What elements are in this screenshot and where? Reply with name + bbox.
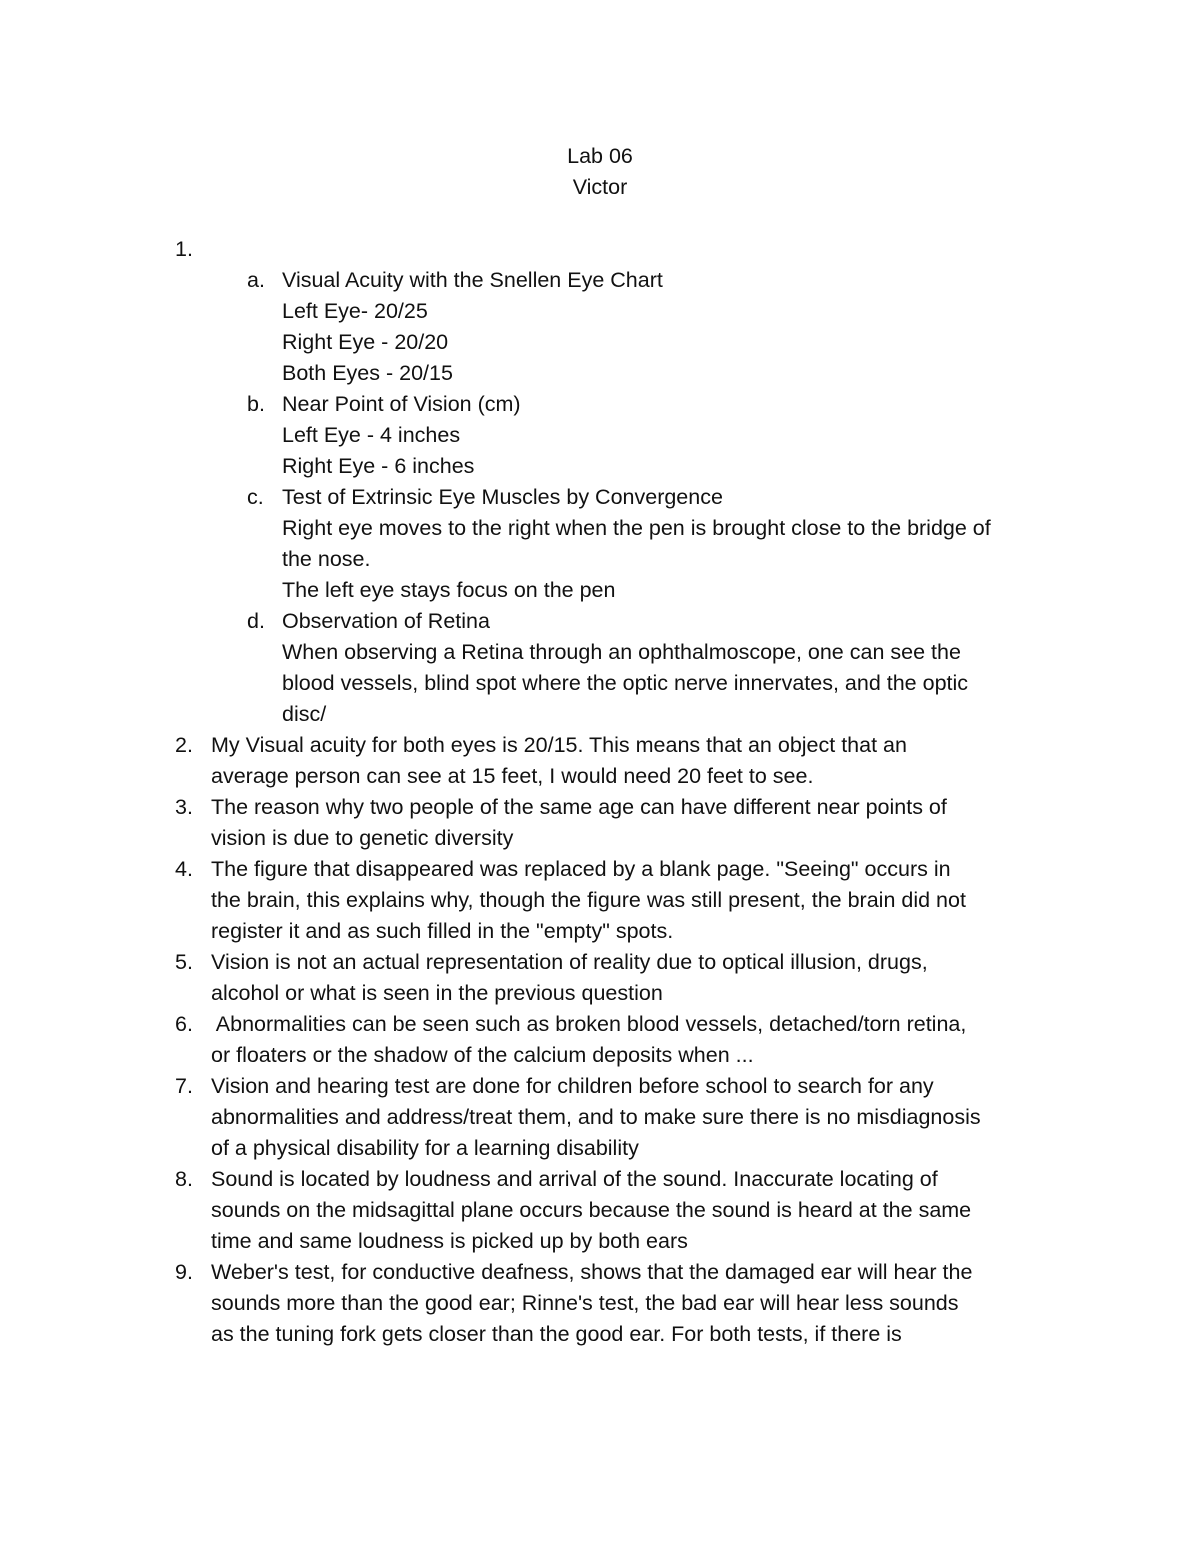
item-line: Sound is located by loudness and arrival of the sound. Inaccurate locating of [211, 1167, 938, 1191]
sub-item-letter: d. [247, 609, 265, 633]
list-item-8 [0, 1164, 1071, 1257]
item-text-empty [211, 234, 1071, 265]
item-number: 4. [175, 857, 193, 881]
sub-item-line: the nose. [282, 547, 371, 571]
item-line: alcohol or what is seen in the previous question [211, 981, 663, 1005]
item-line: My Visual acuity for both eyes is 20/15. This means that an object that an [211, 733, 907, 757]
item-line: of a physical disability for a learning disability [211, 1136, 639, 1160]
item-number: 5. [175, 950, 193, 974]
sub-item-letter: b. [247, 392, 265, 416]
item-line: The reason why two people of the same age can have different near points of [211, 795, 947, 819]
sub-item-c [0, 482, 1072, 606]
sub-item-line: Test of Extrinsic Eye Muscles by Convergence [282, 485, 723, 509]
sub-item-letter: a. [247, 268, 265, 292]
sub-item-line: Right Eye - 20/20 [282, 330, 449, 354]
sub-item-d [0, 606, 1072, 730]
document-author: Victor [572, 175, 628, 199]
item-line: abnormalities and address/treat them, and to make sure there is no misdiagnosis [211, 1105, 981, 1129]
item-line: Abnormalities can be seen such as broken blood vessels, detached/torn retina, [211, 1012, 967, 1036]
sub-item-line: disc/ [282, 702, 327, 726]
sub-item-line: When observing a Retina through an ophthalmoscope, one can see the [282, 640, 961, 664]
numbered-items [0, 730, 1200, 1350]
item-number: 9. [175, 1260, 193, 1284]
sub-item-b [0, 389, 1072, 482]
sub-item-line: Left Eye- 20/25 [282, 299, 428, 323]
item-line: Weber's test, for conductive deafness, shows that the damaged ear will hear the [211, 1260, 973, 1284]
item-line: time and same loudness is picked up by both ears [211, 1229, 688, 1253]
item-line: sounds more than the good ear; Rinne's test, the bad ear will hear less sounds [211, 1291, 959, 1315]
list-item-1 [0, 234, 1071, 265]
list-item-3 [0, 792, 1071, 854]
list-item-6 [0, 1009, 1071, 1071]
item-number: 8. [175, 1167, 193, 1191]
list-item-5 [0, 947, 1071, 1009]
item-line: register it and as such filled in the "empty" spots. [211, 919, 674, 943]
list-item-2 [0, 730, 1071, 792]
sub-item-letter: c. [247, 485, 264, 509]
item-number: 3. [175, 795, 193, 819]
item-number: 7. [175, 1074, 193, 1098]
item-line: average person can see at 15 feet, I would need 20 feet to see. [211, 764, 814, 788]
item-number: 6. [175, 1012, 193, 1036]
sub-item-line: Both Eyes - 20/15 [282, 361, 453, 385]
item-line: Vision and hearing test are done for children before school to search for any [211, 1074, 934, 1098]
item-number: 1. [175, 237, 193, 261]
sub-item-list [0, 265, 1200, 730]
list-item-9 [0, 1257, 1071, 1350]
item-line: sounds on the midsagittal plane occurs because the sound is heard at the same [211, 1198, 972, 1222]
document-title: Lab 06 [567, 144, 633, 168]
sub-item-line: Near Point of Vision (cm) [282, 392, 521, 416]
sub-item-line: The left eye stays focus on the pen [282, 578, 616, 602]
item-line: vision is due to genetic diversity [211, 826, 514, 850]
sub-item-line: Visual Acuity with the Snellen Eye Chart [282, 268, 663, 292]
item-line: The figure that disappeared was replaced by a blank page. "Seeing" occurs in [211, 857, 951, 881]
item-number: 2. [175, 733, 193, 757]
sub-item-line: Right eye moves to the right when the pen is brought close to the bridge of [282, 516, 991, 540]
sub-item-a [0, 265, 1072, 389]
sub-item-line: Observation of Retina [282, 609, 490, 633]
sub-item-line: Left Eye - 4 inches [282, 423, 461, 447]
sub-item-line: blood vessels, blind spot where the optic nerve innervates, and the optic [282, 671, 969, 695]
item-line: the brain, this explains why, though the figure was still present, the brain did not [211, 888, 966, 912]
item-line: as the tuning fork gets closer than the good ear. For both tests, if there is [211, 1322, 902, 1346]
item-line: Vision is not an actual representation of reality due to optical illusion, drugs, [211, 950, 928, 974]
answer-list [0, 234, 1200, 1350]
item-line: or floaters or the shadow of the calcium deposits when ... [211, 1043, 754, 1067]
list-item-4 [0, 854, 1071, 947]
sub-item-line: Right Eye - 6 inches [282, 454, 475, 478]
list-item-7 [0, 1071, 1071, 1164]
